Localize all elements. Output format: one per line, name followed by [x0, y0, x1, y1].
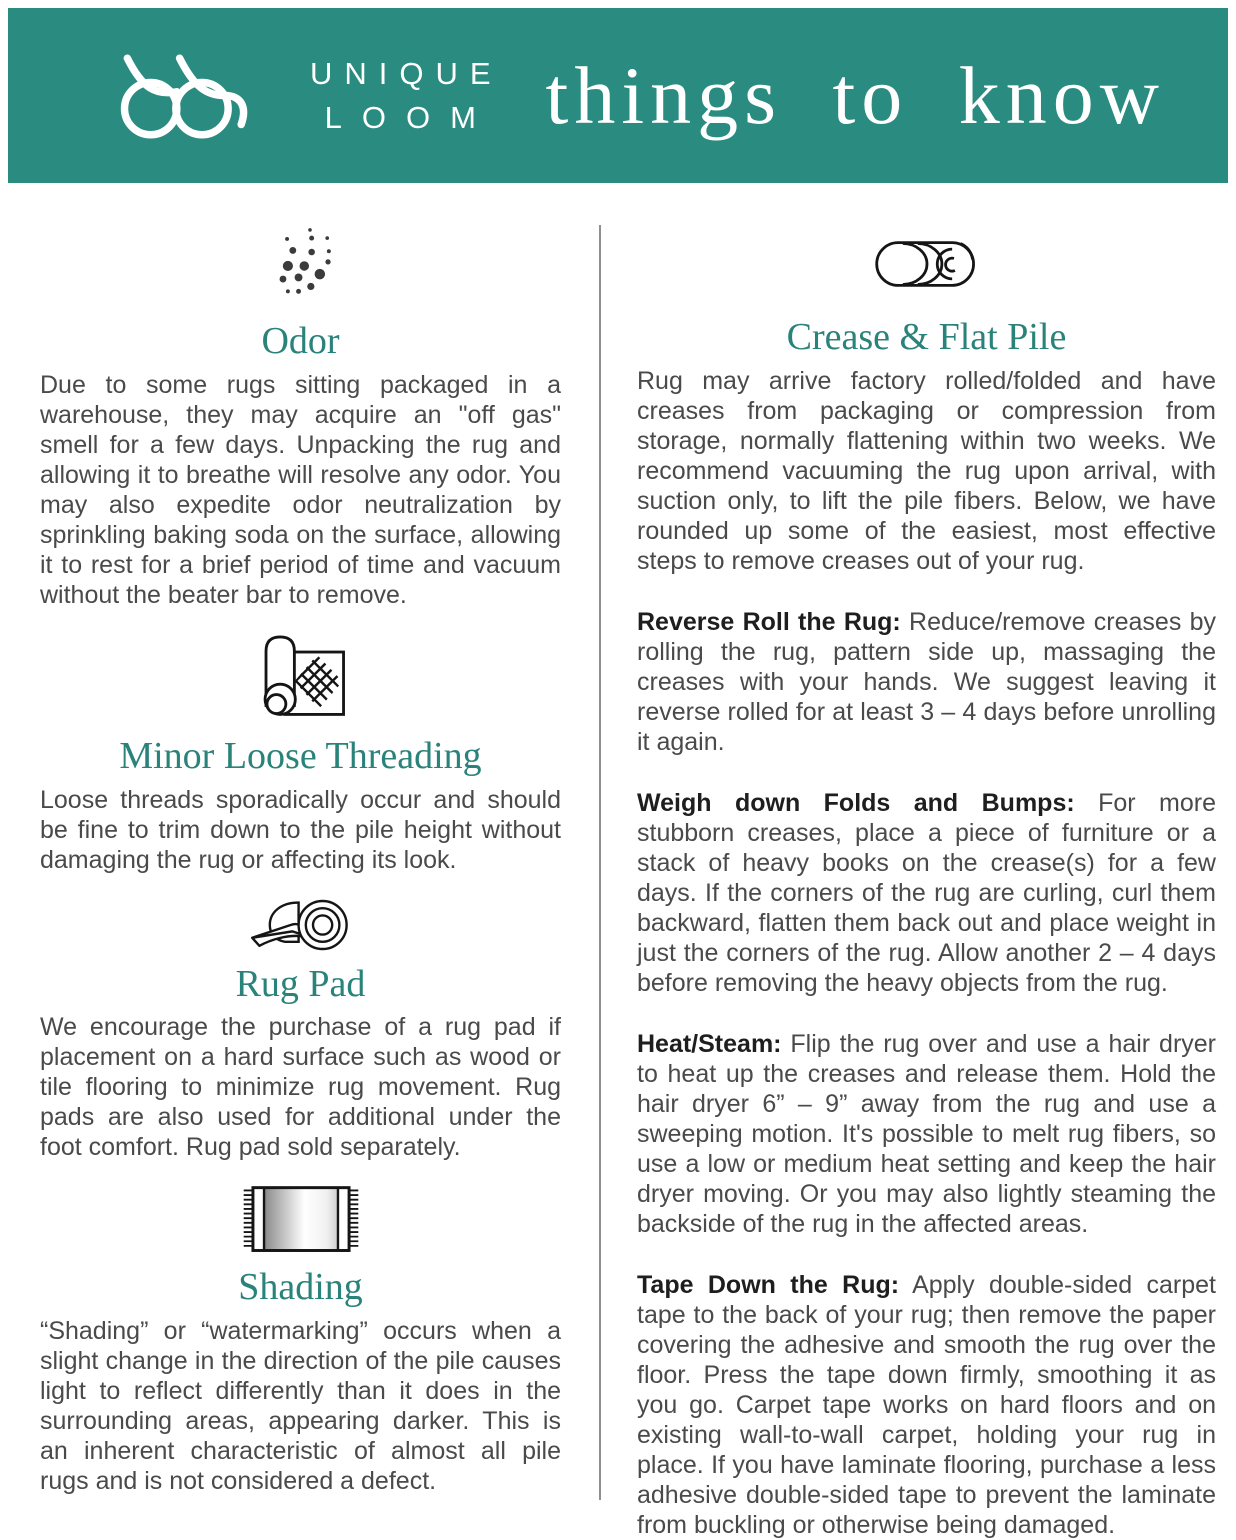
header-banner — [8, 8, 1228, 183]
odor-dots-icon — [40, 225, 561, 311]
section-rug-pad — [40, 896, 561, 1163]
section-heading-rug-pad: Rug Pad — [235, 962, 366, 1005]
section-shading — [40, 1183, 561, 1496]
section-odor — [40, 225, 561, 610]
tip-heat-steam — [637, 1029, 1216, 1239]
content-columns — [40, 225, 1216, 1539]
brand-line-unique: UNIQUE — [310, 55, 503, 91]
column-divider — [599, 225, 601, 1500]
tip-label: Tape Down the Rug: — [637, 1270, 900, 1299]
section-heading-threading: Minor Loose Threading — [119, 734, 482, 777]
unique-loom-loops-logo-icon — [108, 47, 268, 145]
brand-logo-block — [108, 47, 503, 145]
right-column — [637, 225, 1216, 1539]
tip-body: For more stubborn creases, place a piece of furniture or a stack of heavy books on the crease(s) for a few days. If the corners of the rug are curling, curl them backward, flatten them back out and place weight in just the corners of the rug. Allow another 2 – 4 days before removing the heavy objects from the rug. — [637, 788, 1216, 997]
rolled-rug-side-spiral-icon — [637, 237, 1216, 291]
tip-body: Apply double-sided carpet tape to the back of your rug; then remove the paper covering the adhesive and smooth the rug over the floor. Press the tape down firmly, smoothing it as you go. Carpet tape works on hard floors and on existing wall-to-wall carpet, holding your rug in place. If you have laminate flooring, purchase a less adhesive double-sided tape to prevent the laminate from buckling or otherwise being damaged. — [637, 1270, 1216, 1539]
left-column — [40, 225, 561, 1500]
tip-weigh-down — [637, 788, 1216, 998]
brand-name — [298, 56, 503, 136]
section-heading-crease: Crease & Flat Pile — [786, 316, 1067, 358]
crease-intro-text: Rug may arrive factory rolled/folded and have creases from packaging or compression from storage, normally flattening within two weeks. We recommend vacuuming the rug upon arrival, with suction only, to lift the pile fibers. Below, we have rounded up some of the easiest, most effective steps to remove creases out of your rug. — [637, 366, 1216, 575]
tip-reverse-roll — [637, 607, 1216, 757]
tip-label: Reverse Roll the Rug: — [637, 607, 901, 636]
tip-label: Heat/Steam: — [637, 1029, 782, 1058]
tip-body: Reduce/remove creases by rolling the rug, pattern side up, massaging the creases with your hands. We suggest leaving it reverse rolled for at least 3 – 4 days before unrolling it again. — [637, 607, 1216, 756]
section-heading-odor: Odor — [261, 320, 340, 362]
tip-body: Flip the rug over and use a hair dryer to heat up the creases and release them. Hold the hair dryer 6” – 9” away from the rug and use a sweeping motion. It's possible to melt rug fibers, so use a low or medium heat setting and keep the hair dryer moving. Or you may also lightly steaming the backside of the rug in the affected areas. — [637, 1029, 1216, 1238]
tip-label: Weigh down Folds and Bumps: — [637, 788, 1075, 817]
things-to-know-sheet — [0, 8, 1236, 1539]
tip-tape-down — [637, 1270, 1216, 1540]
section-body-shading: “Shading” or “watermarking” occurs when a slight change in the direction of the pile causes light to reflect differently than it does in the surrounding areas, appearing darker. This is an inherent characteristic of almost all pile rugs and is not considered a defect. — [40, 1317, 561, 1496]
section-minor-loose-threading — [40, 631, 561, 875]
rug-pad-roll-icon — [40, 896, 561, 954]
section-heading-shading: Shading — [238, 1266, 363, 1309]
brand-line-loom: LOOM — [324, 99, 496, 135]
page-title: things to know — [545, 49, 1166, 141]
section-body-threading: Loose threads sporadically occur and should be fine to trim down to the pile height without damaging the rug or affecting its look. — [40, 785, 561, 874]
section-body-odor: Due to some rugs sitting packaged in a warehouse, they may acquire an "off gas" smell for a few days. Unpacking the rug and allowing it to breathe will resolve any odor. You may also expedite odor neutralization by sprinkling baking soda on the surface, allowing it to rest for a brief period of time and vacuum without the beater bar to remove. — [40, 370, 561, 609]
shaded-rug-fringe-icon — [40, 1183, 561, 1257]
rolled-rug-crosshatch-icon — [40, 631, 561, 726]
section-body-rug-pad: We encourage the purchase of a rug pad if placement on a hard surface such as wood or tile flooring to minimize rug movement. Rug pads are also used for additional under the foot comfort. Rug pad sold separately. — [40, 1013, 561, 1162]
